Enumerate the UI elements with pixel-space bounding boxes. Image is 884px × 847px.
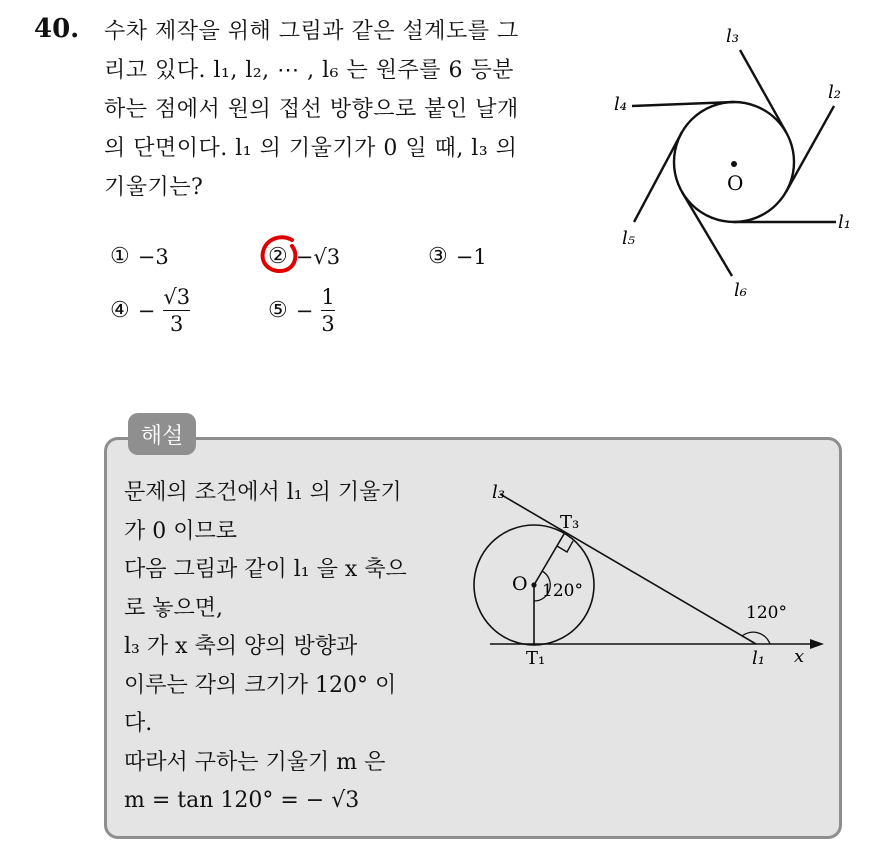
label-l4: l₄ — [614, 94, 627, 115]
choice-1[interactable] — [110, 244, 169, 269]
label-l3: l₃ — [726, 26, 739, 47]
label-l5: l₅ — [622, 228, 635, 249]
question-line: 하는 점에서 원의 접선 방향으로 붙인 날개 — [104, 97, 519, 122]
question-number: 40. — [34, 14, 80, 44]
fraction-numerator: √3 — [163, 285, 191, 309]
choice-value: −1 — [455, 244, 487, 269]
question-line: 기울기는? — [104, 175, 204, 200]
choice-4[interactable] — [110, 286, 190, 335]
waterwheel-figure — [606, 10, 866, 310]
choice-number: ② — [268, 244, 288, 269]
choice-number: ④ — [110, 298, 130, 324]
solution-line: 문제의 조건에서 l₁ 의 기울기 — [124, 480, 402, 505]
solution-line: 로 놓으면, — [124, 595, 223, 621]
label-T3: T₃ — [560, 512, 580, 533]
solution-figure — [464, 470, 834, 690]
solution-line: 이루는 각의 크기가 120° 이 — [124, 672, 397, 698]
question-line: 의 단면이다. l₁ 의 기울기가 0 일 때, l₃ 의 — [104, 136, 518, 161]
label-l2: l₂ — [828, 82, 841, 103]
label-l3: l₃ — [492, 482, 505, 503]
center-dot — [731, 161, 737, 167]
choice-fraction — [321, 286, 334, 335]
fraction-bar — [163, 310, 190, 311]
question-line: 수차 제작을 위해 그림과 같은 설계도를 그 — [104, 19, 519, 44]
choice-value: −3 — [137, 244, 169, 269]
label-angle-inner: 120° — [542, 581, 583, 601]
label-angle-outer: 120° — [746, 603, 787, 623]
solution-line: m = tan 120° = − √3 — [124, 788, 360, 813]
question-line: 리고 있다. l₁, l₂, ⋯ , l₆ 는 원주를 6 등분 — [104, 58, 514, 83]
choice-3[interactable] — [428, 244, 487, 269]
blade-l3 — [740, 50, 786, 132]
choice-number: ⑤ — [268, 298, 288, 324]
label-l6: l₆ — [734, 280, 747, 301]
blade-l6 — [682, 192, 732, 276]
minus-sign: − — [137, 298, 156, 323]
solution-line: 가 0 이므로 — [124, 518, 237, 544]
choice-5[interactable] — [268, 286, 335, 335]
solution-line: 다음 그림과 같이 l₁ 을 x 축으 — [124, 557, 407, 582]
fraction-denominator: 3 — [321, 312, 335, 337]
fraction-numerator: 1 — [321, 285, 335, 309]
x-axis-arrow — [810, 639, 824, 649]
tangent-l3 — [500, 494, 756, 644]
label-O: O — [512, 573, 528, 595]
choice-value: −√3 — [295, 244, 341, 269]
label-O: O — [727, 171, 744, 195]
point-O — [531, 582, 536, 587]
answer-mark-circle — [258, 232, 302, 276]
fraction-denominator: 3 — [170, 312, 184, 337]
choice-number: ③ — [428, 244, 448, 269]
solution-line: l₃ 가 x 축의 양의 방향과 — [124, 634, 358, 659]
solution-tab: 해설 — [128, 413, 196, 455]
solution-line: 다. — [124, 711, 153, 736]
minus-sign: − — [295, 298, 314, 323]
question-text — [104, 12, 592, 207]
choice-fraction — [163, 286, 190, 335]
label-l1: l₁ — [838, 212, 851, 233]
label-x: x — [794, 646, 805, 667]
solution-line: 따라서 구하는 기울기 m 은 — [124, 749, 386, 775]
solution-text — [124, 474, 454, 821]
fraction-bar — [321, 310, 334, 311]
choice-number: ① — [110, 244, 130, 269]
label-T1: T₁ — [526, 648, 546, 669]
label-l1: l₁ — [752, 648, 765, 669]
